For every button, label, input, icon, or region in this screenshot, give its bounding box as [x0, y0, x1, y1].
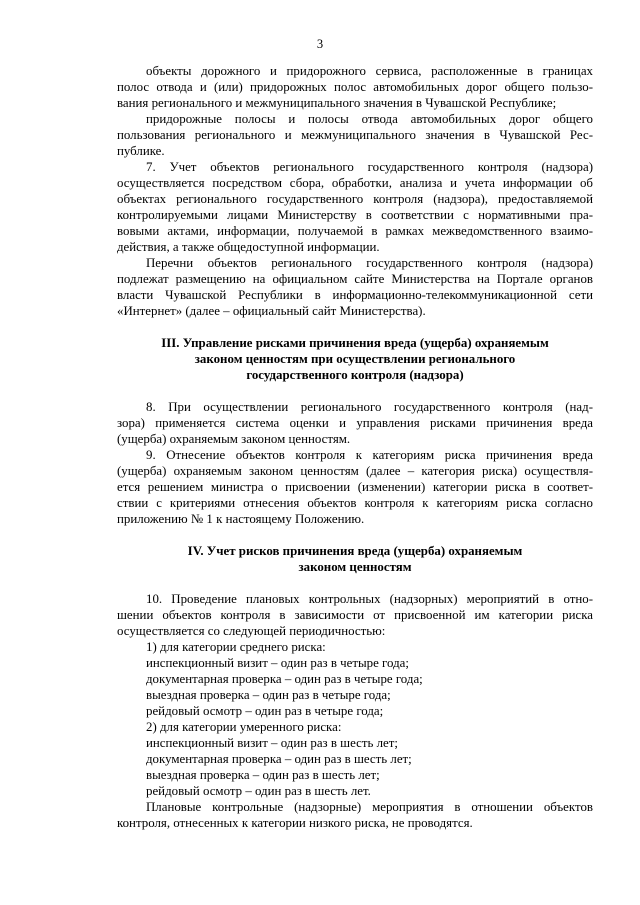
section-heading-3: законом ценностям при осуществлении регионального — [194, 352, 516, 366]
paragraph-line: публике. — [117, 144, 165, 158]
paragraph-line: Перечни объектов регионального государственного контроля (надзора) — [146, 256, 593, 270]
paragraph-line: 8. При осуществлении регионального государственного контроля (над- — [146, 400, 593, 414]
page-number: 3 — [316, 37, 324, 51]
paragraph-line: полос отвода и (или) придорожных полос автомобильных дорог общего пользо- — [117, 80, 593, 94]
paragraph-line: власти Чувашской Республики в информационно-телекоммуникационной сети — [117, 288, 593, 302]
section-heading-4: IV. Учет рисков причинения вреда (ущерба) охраняемым — [187, 544, 523, 558]
paragraph-line: 9. Отнесение объектов контроля к категориям риска причинения вреда — [146, 448, 593, 462]
paragraph-line: контролируемыми лицами Министерству в соответствии с нормативными пра- — [117, 208, 593, 222]
section-heading-3: государственного контроля (надзора) — [246, 368, 464, 382]
paragraph-line: действия, а также общедоступной информации. — [117, 240, 380, 254]
paragraph-line: осуществляется со следующей периодичностью: — [117, 624, 386, 638]
paragraph-line: «Интернет» (далее – официальный сайт Министерства). — [117, 304, 426, 318]
paragraph-line: подлежат размещению на официальном сайте Министерства на Портале органов — [117, 272, 593, 286]
paragraph-line: придорожные полосы и полосы отвода автомобильных дорог общего — [146, 112, 593, 126]
section-heading-4: законом ценностям — [298, 560, 412, 574]
list-line: выездная проверка – один раз в шесть лет; — [146, 768, 380, 782]
paragraph-line: (ущерба) охраняемым законом ценностям. — [117, 432, 351, 446]
list-line: 1) для категории среднего риска: — [146, 640, 326, 654]
paragraph-line: вания регионального и межмуниципального значения в Чувашской Республике; — [117, 96, 557, 110]
paragraph-line: вовыми актами, информации, получаемой в рамках межведомственного взаимо- — [117, 224, 593, 238]
paragraph-line: Плановые контрольные (надзорные) мероприятия в отношении объектов — [146, 800, 593, 814]
list-line: рейдовый осмотр – один раз в шесть лет. — [146, 784, 371, 798]
list-line: документарная проверка – один раз в четыре года; — [146, 672, 423, 686]
paragraph-line: осуществляется посредством сбора, обработки, анализа и учета информации об — [117, 176, 593, 190]
paragraph-line: (ущерба) охраняемым законом ценностям (далее – категория риска) осуществля- — [117, 464, 593, 478]
paragraph-line: 7. Учет объектов регионального государственного контроля (надзора) — [146, 160, 593, 174]
section-heading-3: III. Управление рисками причинения вреда (ущерба) охраняемым — [161, 336, 549, 350]
paragraph-line: зора) применяется система оценки и управления рисками причинения вреда — [117, 416, 593, 430]
paragraph-line: ствии с критериями отнесения объектов контроля к категориям риска согласно — [117, 496, 593, 510]
paragraph-line: объектах регионального государственного контроля (надзора), предоставляемой — [117, 192, 593, 206]
list-line: 2) для категории умеренного риска: — [146, 720, 342, 734]
paragraph-line: контроля, отнесенных к категории низкого риска, не проводятся. — [117, 816, 473, 830]
paragraph-line: пользования регионального и межмуниципального значения в Чувашской Рес- — [117, 128, 593, 142]
list-line: инспекционный визит – один раз в четыре года; — [146, 656, 409, 670]
list-line: рейдовый осмотр – один раз в четыре года; — [146, 704, 384, 718]
list-line: выездная проверка – один раз в четыре года; — [146, 688, 391, 702]
list-line: документарная проверка – один раз в шесть лет; — [146, 752, 412, 766]
list-line: инспекционный визит – один раз в шесть лет; — [146, 736, 398, 750]
paragraph-line: ется решением министра о присвоении (изменении) категории риска в соответ- — [117, 480, 593, 494]
paragraph-line: 10. Проведение плановых контрольных (надзорных) мероприятий в отно- — [146, 592, 593, 606]
paragraph-line: приложению № 1 к настоящему Положению. — [117, 512, 365, 526]
paragraph-line: шении объектов контроля в зависимости от присвоенной им категории риска — [117, 608, 593, 622]
paragraph-line: объекты дорожного и придорожного сервиса, расположенные в границах — [146, 64, 593, 78]
